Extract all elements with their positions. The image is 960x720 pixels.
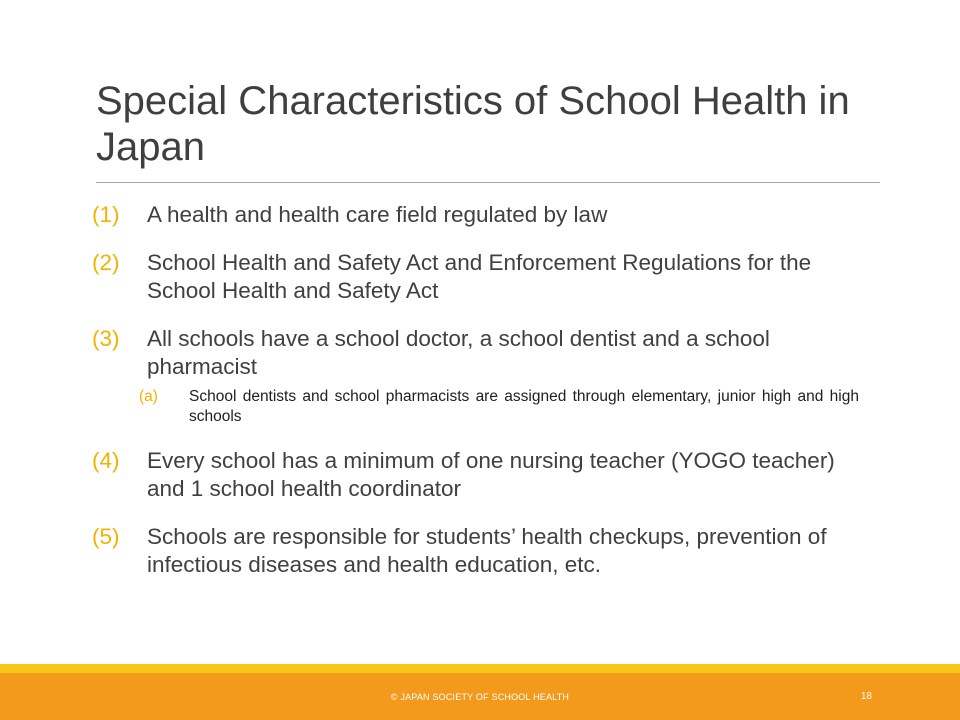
item-text: All schools have a school doctor, a school dentist and a school pharmacist xyxy=(147,326,770,379)
item-number: (4) xyxy=(92,448,120,473)
item-text: Schools are responsible for students’ health checkups, prevention of infectious diseases and health education, etc. xyxy=(147,524,827,577)
list-item-1 xyxy=(92,201,872,229)
item-text: Every school has a minimum of one nursing teacher (YOGO teacher) and 1 school health coordinator xyxy=(147,448,835,501)
footer-copyright: © JAPAN SOCIETY OF SCHOOL HEALTH xyxy=(390,692,570,702)
slide-title: Special Characteristics of School Health in Japan xyxy=(96,79,850,169)
item-number: (5) xyxy=(92,524,120,549)
list-item-2 xyxy=(92,249,872,305)
item-text: School Health and Safety Act and Enforcement Regulations for the School Health and Safety Act xyxy=(147,250,812,303)
sub-item-text: School dentists and school pharmacists are assigned through elementary, junior high and high schools xyxy=(189,388,859,425)
footer-bar xyxy=(0,673,960,720)
list-item-5 xyxy=(92,523,872,579)
item-number: (3) xyxy=(92,326,120,351)
item-text: A health and health care field regulated by law xyxy=(147,202,608,227)
list-item-4 xyxy=(92,447,872,503)
characteristics-list xyxy=(92,201,872,599)
page-number: 18 xyxy=(860,691,872,702)
title-divider xyxy=(96,182,880,183)
list-item-3 xyxy=(92,325,872,427)
item-number: (1) xyxy=(92,202,120,227)
sub-item-number: (a) xyxy=(139,388,158,405)
sub-item-a xyxy=(139,387,872,427)
footer-stripe xyxy=(0,664,960,673)
item-number: (2) xyxy=(92,250,120,275)
